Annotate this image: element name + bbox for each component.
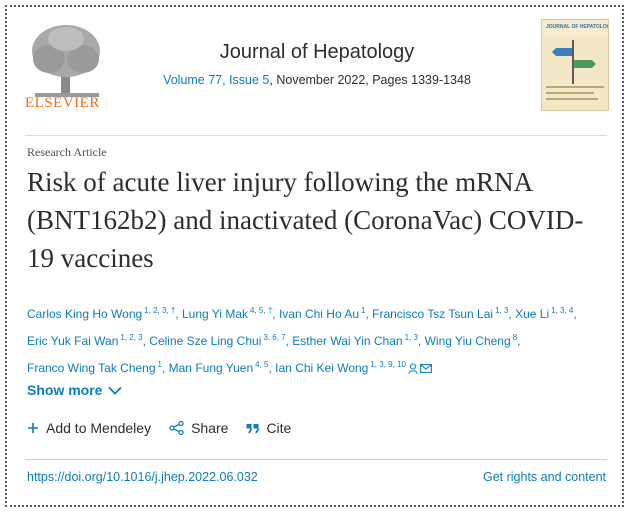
get-rights-link[interactable]: Get rights and content [483,470,606,484]
plus-icon [27,422,39,434]
journal-cover-image[interactable] [541,19,609,111]
cite-button[interactable] [246,420,291,436]
author-entry[interactable] [27,307,175,321]
author-affiliation: 4, 5 [255,360,269,369]
author-name[interactable]: Franco Wing Tak Cheng [27,361,156,375]
author-affiliation: 3, 6, 7 [263,333,286,342]
author-entry[interactable] [515,307,573,321]
author-name[interactable]: Xue Li [515,307,550,321]
author-name[interactable]: Carlos King Ho Wong [27,307,143,321]
email-icon[interactable] [420,364,432,373]
author-name[interactable]: Ivan Chi Ho Au [278,307,359,321]
journal-issue-info [147,73,487,87]
author-entry[interactable] [182,307,272,321]
doi-link[interactable]: https://doi.org/10.1016/j.jhep.2022.06.032 [27,470,258,484]
author-entry[interactable] [372,307,508,321]
author-list: Carlos King Ho Wong $^{1, 2, 3, \dagger}$, Lung Yi Mak $^{4, 5, \dagger}$, Ivan Chi Ho Au $^1$, Francisco Tsz Tsun Lai $^{1, 3}$, Xue Li $^{1, 3, 4}$, Eric Yuk Fai Wan $^{1, 2, 3}$, Celine Sze Ling Chui $^{3, 6, 7}$, Esther Wai Yin Chan $^{1, 3}$, Wing Yiu Cheng $^8$, Franco Wing Tak Cheng $^1$, Man Fung Yuen $^{4, 5}$, Ian Chi Kei Wong $^{1, 3, 9, 10}$ [27,306,577,375]
mendeley-label: Add to Mendeley [46,420,152,436]
author-affiliation: 1 [157,360,162,369]
author-affiliation: 1, 3 [495,306,509,315]
share-icon [169,421,184,435]
article-type: Research Article [27,145,107,159]
show-more-label: Show more [27,382,103,398]
author-entry[interactable] [27,334,143,348]
footer-divider [25,459,607,460]
author-affiliation: 1, 3 [404,333,418,342]
cite-label: Cite [266,420,292,436]
share-button[interactable] [169,420,228,436]
article-actions [27,420,291,436]
author-affiliation: 1, 2, 3 [120,333,143,342]
author-entry[interactable] [169,361,269,375]
author-entry[interactable] [27,361,162,375]
author-affiliation: 1, 2, 3, † [144,306,176,315]
journal-title[interactable]: Journal of Hepatology [219,41,415,63]
author-name[interactable]: Wing Yiu Cheng [424,334,511,348]
journal-header [7,7,622,135]
author-name[interactable]: Man Fung Yuen [168,361,254,375]
author-name[interactable]: Francisco Tsz Tsun Lai [372,307,494,321]
author-entry[interactable] [292,334,418,348]
cover-illustration [542,20,608,110]
author-affiliation: 4, 5, † [250,306,273,315]
add-to-mendeley-button[interactable] [27,420,151,436]
author-affiliation: 1, 3, 9, 10 [370,360,406,369]
author-name[interactable]: Ian Chi Kei Wong [275,361,369,375]
author-entry[interactable] [275,361,432,375]
chevron-down-icon [108,386,122,395]
author-affiliation: 1, 3, 4 [551,306,574,315]
author-affiliation: 1 [361,306,366,315]
share-label: Share [191,420,229,436]
author-affiliation: 8 [512,333,518,342]
show-more-button[interactable] [27,382,122,398]
author-name[interactable]: Lung Yi Mak [181,307,249,321]
author-entry[interactable] [149,334,285,348]
quote-icon [246,423,259,434]
article-header-card [5,5,624,507]
author-name[interactable]: Celine Sze Ling Chui [149,334,262,348]
author-name[interactable]: Esther Wai Yin Chan [292,334,403,348]
elsevier-wordmark[interactable]: ELSEVIER [25,95,100,111]
author-entry[interactable] [425,334,518,348]
author-entry[interactable] [279,307,366,321]
volume-issue-link[interactable]: Volume 77, Issue 5 [163,73,270,87]
cover-title: JOURNAL OF HEPATOLOGY [546,24,608,30]
header-divider [25,135,607,136]
author-name[interactable]: Eric Yuk Fai Wan [27,334,119,348]
issue-date-pages: , November 2022, Pages 1339-1348 [269,73,471,87]
article-title: Risk of acute liver injury following the mRNA (BNT162b2) and inactivated (CoronaVac) COVID-19 vaccines [27,167,584,273]
person-icon[interactable] [408,363,418,374]
